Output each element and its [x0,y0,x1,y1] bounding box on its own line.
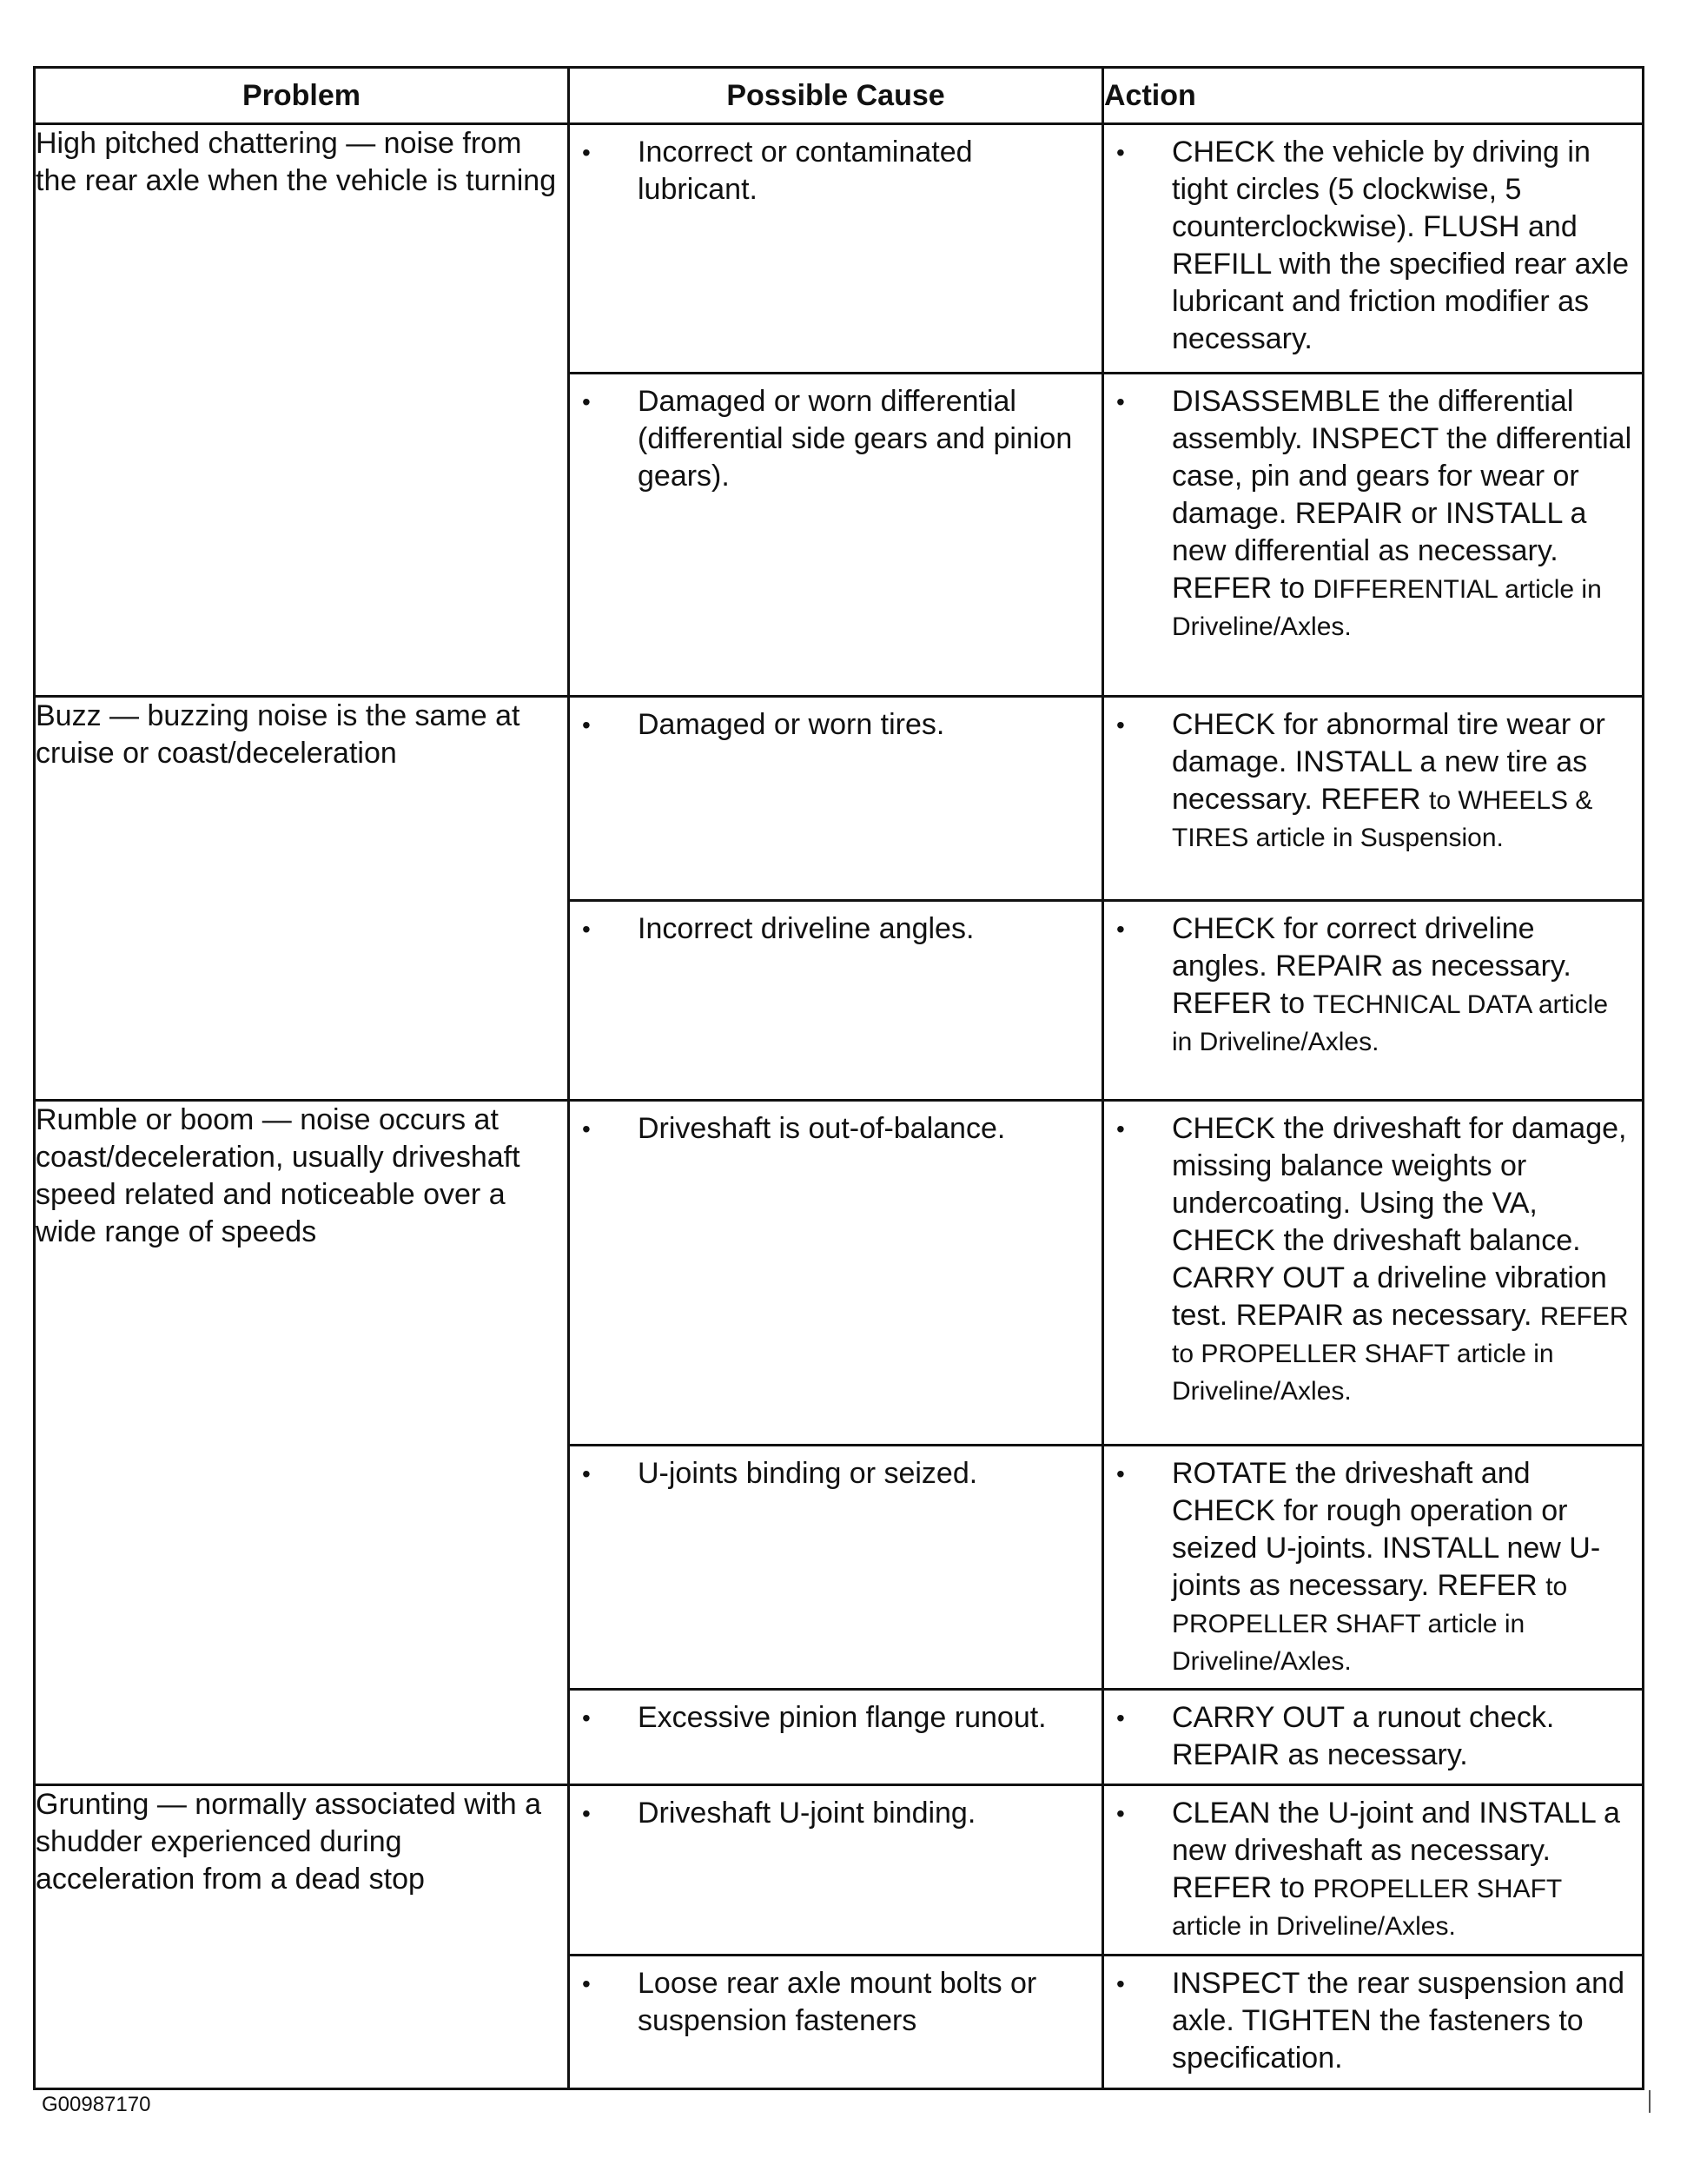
table-row [35,697,1644,901]
cause-text: Incorrect driveline angles. [638,912,975,945]
bullet-icon: • [582,1115,591,1142]
column-header-possible-cause: Possible Cause [569,68,1103,124]
diagnosis-table [33,66,1644,2090]
action-text: INSPECT the rear suspension and axle. TIGHTEN the fasteners to specification. [1172,1967,1624,2075]
bullet-icon: • [1116,1115,1125,1142]
action-text: CARRY OUT a runout check. REPAIR as necessary. [1172,1701,1555,1771]
bullet-icon: • [1116,711,1125,738]
action-text: DISASSEMBLE the differential assembly. INSPECT the differential case, pin and gears for wear or damage. REPAIR or INSTALL a new differential as necessary. REFER to [1172,385,1632,605]
action-reference: REFER to PROPELLER SHAFT article in Driveline/Axles. [1172,1302,1629,1406]
cause-text: Incorrect or contaminated lubricant. [638,136,973,206]
cause-text: Excessive pinion flange runout. [638,1701,1047,1734]
table-row [35,1101,1644,1446]
bullet-icon: • [1116,916,1125,943]
action-cell [1103,697,1644,901]
problem-cell: Buzz — buzzing noise is the same at cruise or coast/deceleration [35,697,569,1101]
action-cell [1103,901,1644,1101]
scan-mark [1649,2090,1651,2113]
bullet-icon: • [582,1704,591,1731]
action-cell [1103,1956,1644,2089]
bullet-icon: • [1116,1800,1125,1827]
problem-cell: Rumble or boom — noise occurs at coast/deceleration, usually driveshaft speed related and noticeable over a wide range of speeds [35,1101,569,1785]
action-cell [1103,1690,1644,1785]
action-cell [1103,124,1644,374]
cause-cell [569,1446,1103,1690]
cause-cell [569,697,1103,901]
cause-text: Damaged or worn tires. [638,708,945,741]
cause-cell [569,1690,1103,1785]
bullet-icon: • [1116,388,1125,415]
bullet-icon: • [582,916,591,943]
cause-cell [569,1956,1103,2089]
cause-cell [569,1785,1103,1956]
action-text: CHECK the driveshaft for damage, missing balance weights or undercoating. Using the VA, CHECK the driveshaft balance. CARRY OUT a driveline vibration test. REPAIR as necessary. [1172,1112,1627,1332]
bullet-icon: • [1116,139,1125,166]
action-cell [1103,1101,1644,1446]
cause-text: Driveshaft U-joint binding. [638,1797,976,1830]
table-row [35,1785,1644,1956]
cause-text: U-joints binding or seized. [638,1457,978,1490]
column-header-action: Action [1103,68,1644,124]
bullet-icon: • [582,139,591,166]
cause-text: Driveshaft is out-of-balance. [638,1112,1006,1145]
cause-text: Damaged or worn differential (differential side gears and pinion gears). [638,385,1073,493]
bullet-icon: • [582,388,591,415]
action-cell [1103,1446,1644,1690]
bullet-icon: • [582,711,591,738]
problem-cell: Grunting — normally associated with a shudder experienced during acceleration from a dead stop [35,1785,569,2089]
bullet-icon: • [582,1970,591,1997]
action-reference: DIFFERENTIAL article in Driveline/Axles. [1172,575,1602,641]
bullet-icon: • [1116,1970,1125,1997]
problem-cell: High pitched chattering — noise from the rear axle when the vehicle is turning [35,124,569,697]
action-text: CHECK for abnormal tire wear or damage. INSTALL a new tire as necessary. REFER [1172,708,1605,816]
action-reference: TECHNICAL DATA article in Driveline/Axles. [1172,990,1609,1056]
bullet-icon: • [1116,1460,1125,1487]
cause-cell [569,901,1103,1101]
action-cell [1103,1785,1644,1956]
cause-text: Loose rear axle mount bolts or suspension fasteners [638,1967,1037,2037]
cause-cell [569,124,1103,374]
action-text: CLEAN the U-joint and INSTALL a new driveshaft as necessary. REFER to [1172,1797,1620,1904]
action-text: CHECK the vehicle by driving in tight circles (5 clockwise, 5 counterclockwise). FLUSH and REFILL with the specified rear axle lubricant and friction modifier as necessary. [1172,136,1629,355]
action-text: ROTATE the driveshaft and CHECK for rough operation or seized U-joints. INSTALL new U-joints as necessary. REFER [1172,1457,1601,1602]
action-reference: PROPELLER SHAFT article in Driveline/Axles. [1172,1875,1562,1941]
action-text: CHECK for correct driveline angles. REPAIR as necessary. REFER to [1172,912,1571,1020]
action-reference: to WHEELS & TIRES article in Suspension. [1172,786,1593,852]
action-reference: to PROPELLER SHAFT article in Driveline/Axles. [1172,1572,1568,1676]
column-header-problem: Problem [35,68,569,124]
table-header-row [35,68,1644,124]
bullet-icon: • [1116,1704,1125,1731]
table-row [35,124,1644,374]
bullet-icon: • [582,1460,591,1487]
figure-id: G00987170 [42,2093,151,2116]
cause-cell [569,374,1103,697]
bullet-icon: • [582,1800,591,1827]
action-cell [1103,374,1644,697]
cause-cell [569,1101,1103,1446]
